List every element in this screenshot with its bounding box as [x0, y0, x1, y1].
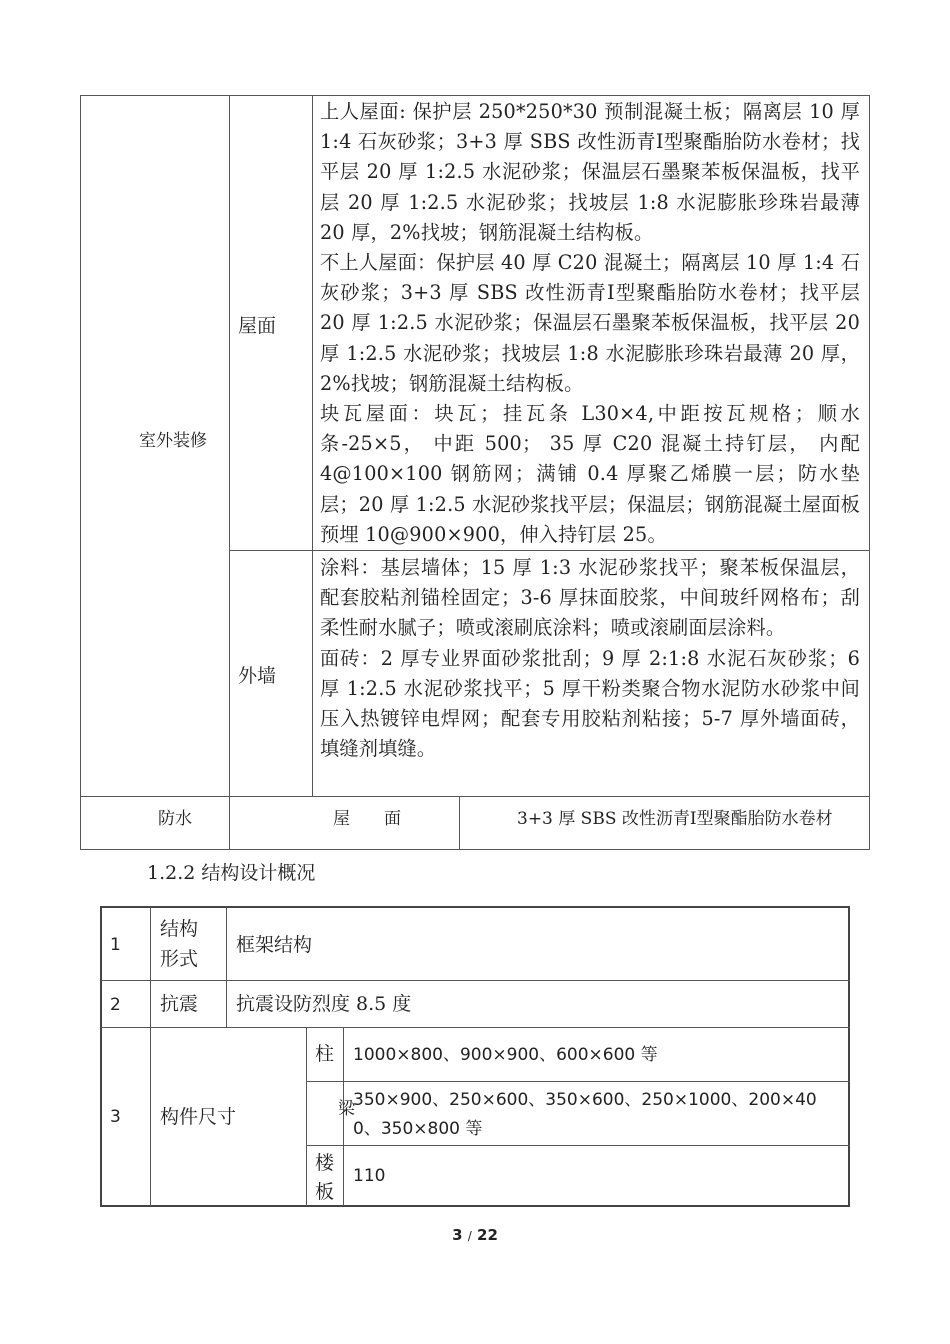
wall-paragraph-tile: 面砖：2 厚专业界面砂浆批刮；9 厚 2:1:8 水泥石灰砂浆；6 厚 1:2.5 水泥砂浆找平；5 厚干粉类聚合物水泥防水砂浆中间压入热镀锌电焊网；配套专用胶粘剂粘接；5-7 厚外墙面砖，填缝剂填缝。: [320, 646, 860, 761]
row-2-value: 抗震设防烈度 8.5 度: [236, 993, 412, 1015]
roof-paragraph-non-accessible: 不上人屋面：保护层 40 厚 C20 混凝土；隔离层 10 厚 1:4 石灰砂浆；3+3 厚 SBS 改性沥青Ⅰ型聚酯胎防水卷材；找平层 20 厚 1:2.5 水泥砂浆；保温层石墨聚苯板保温板，找平层 20 厚 1:2.5 水泥砂浆；找坡层 1:8 水泥膨胀珍珠岩最薄 20 厚，2%找坡；钢筋混凝土结构板。: [320, 251, 860, 395]
current-page: 3: [452, 1226, 463, 1244]
waterproof-sub-label: 屋 面: [333, 809, 401, 829]
row-2-number: 2: [110, 995, 121, 1015]
page-number: [0, 1226, 950, 1244]
slab-thickness: 110: [353, 1166, 386, 1186]
total-pages: 22: [477, 1226, 498, 1244]
waterproof-label: 防水: [158, 809, 192, 829]
column-sizes: 1000×800、900×900、600×600 等: [353, 1045, 658, 1065]
beam-label: 梁: [338, 1099, 355, 1119]
roof-label: 屋面: [238, 315, 277, 337]
row-3-number: 3: [110, 1107, 121, 1127]
row-3-label: 构件尺寸: [160, 1106, 237, 1128]
category-label: 室外装修: [139, 431, 207, 451]
row-1-value: 框架结构: [236, 934, 313, 956]
beam-sizes-line-1: 350×900、250×600、350×600、250×1000、200×40: [353, 1090, 817, 1110]
row-1-label-line-2: 形式: [160, 948, 199, 970]
page-separator: /: [467, 1229, 472, 1243]
column-label: 柱: [315, 1043, 335, 1065]
section-heading: 1.2.2 结构设计概况: [147, 862, 316, 884]
wall-paragraph-paint: 涂料：基层墙体；15 厚 1:3 水泥砂浆找平；聚苯板保温层，配套胶粘剂锚栓固定；3-6 厚抹面胶浆，中间玻纤网格布；刮柔性耐水腻子；喷或滚刷底涂料；喷或滚刷面层涂料。: [320, 556, 860, 640]
row-1-label-line-1: 结构: [160, 918, 199, 940]
roof-paragraph-accessible: 上人屋面: 保护层 250*250*30 预制混凝土板；隔离层 10 厚 1:4 石灰砂浆；3+3 厚 SBS 改性沥青Ⅰ型聚酯胎防水卷材；找平层 20 厚 1:2.5 水泥砂浆；保温层石墨聚苯板保温板，找平层 20 厚 1:2.5 水泥砂浆；找坡层 1:8 水泥膨胀珍珠岩最薄 20 厚，2%找坡；钢筋混凝土结构板。: [320, 100, 860, 244]
wall-description: [320, 553, 860, 764]
beam-sizes-line-2: 0、350×800 等: [353, 1119, 483, 1139]
slab-label-line-1: 楼: [315, 1152, 335, 1174]
roof-description: [320, 97, 860, 550]
wall-label: 外墙: [238, 665, 277, 687]
row-2-label: 抗震: [160, 993, 199, 1015]
row-1-number: 1: [110, 935, 121, 955]
waterproof-value: 3+3 厚 SBS 改性沥青Ⅰ型聚酯胎防水卷材: [517, 809, 833, 829]
roof-paragraph-tile: 块瓦屋面：块瓦；挂瓦条 L30×4,中距按瓦规格；顺水条-25×5， 中距 500； 35 厚 C20 混凝土持钉层， 内配 4@100×100 钢筋网；满铺 0.4 厚聚乙烯膜一层；防水垫层；20 厚 1:2.5 水泥砂浆找平层；保温层；钢筋混凝土屋面板预埋 10@900×900，伸入持钉层 25。: [320, 402, 860, 546]
slab-label-line-2: 板: [315, 1181, 335, 1203]
